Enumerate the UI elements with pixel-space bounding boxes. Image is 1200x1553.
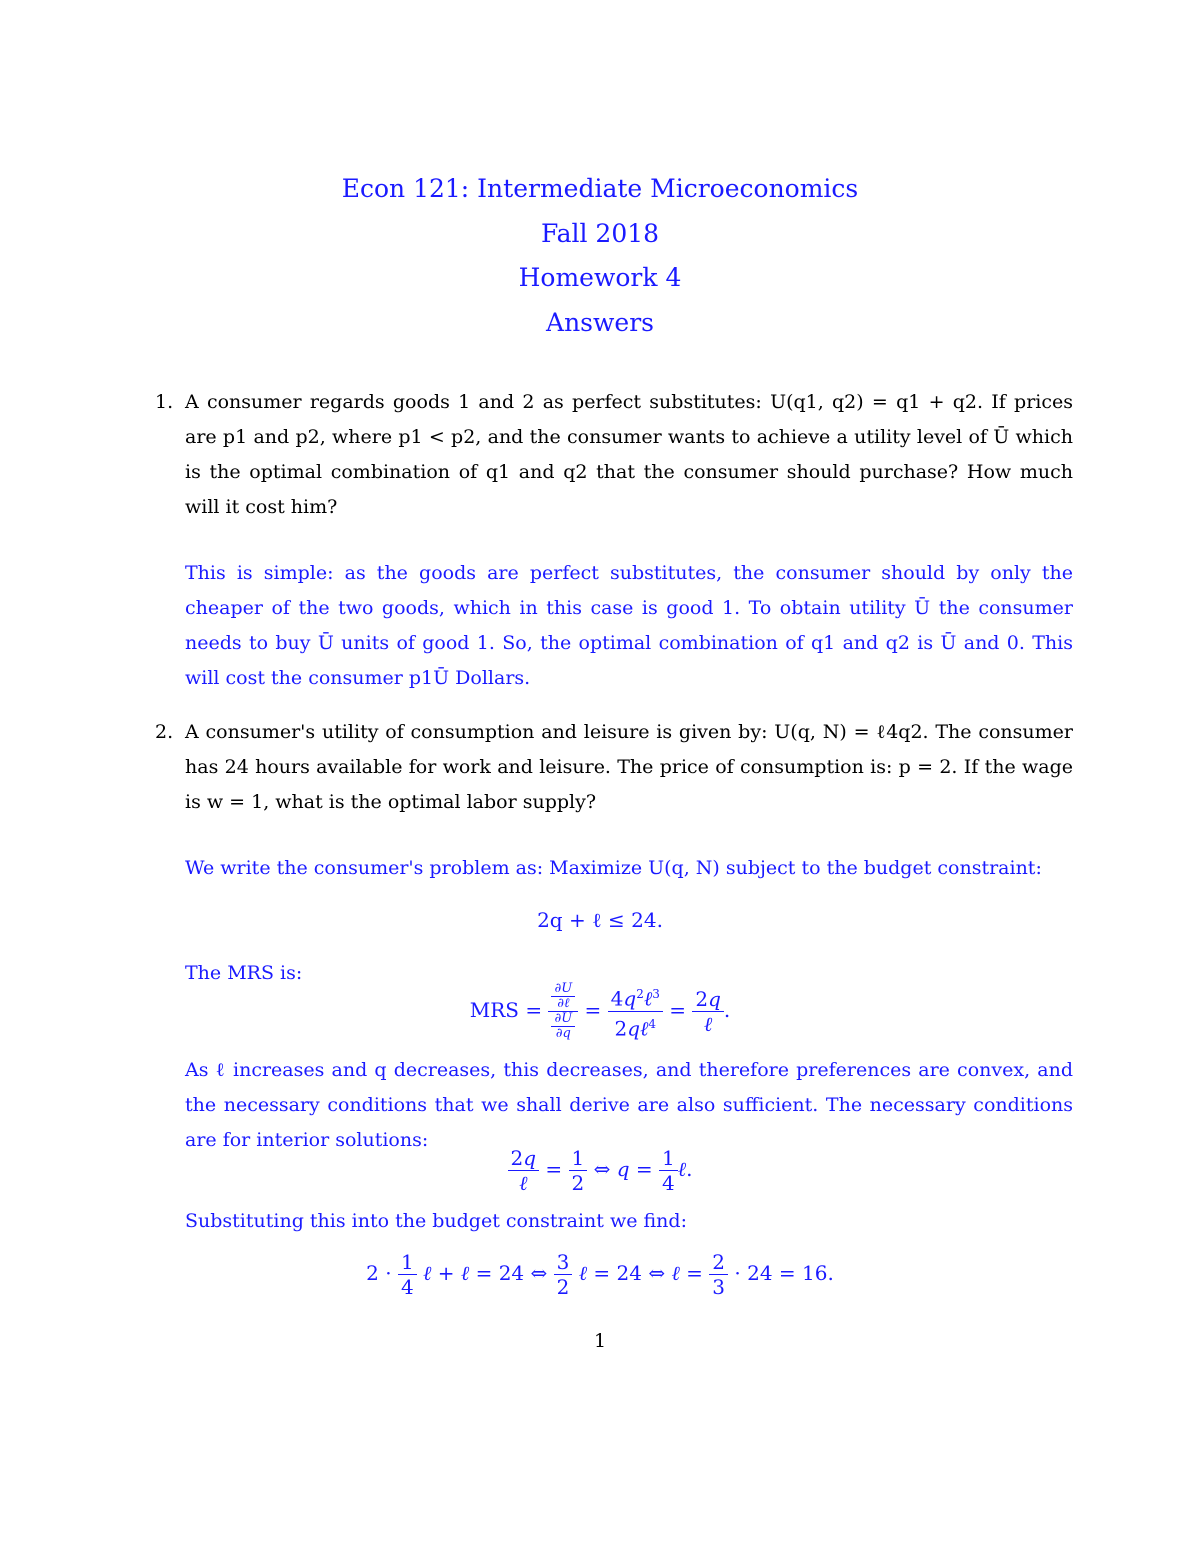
answer-2-intro: We write the consumer's problem as: Maximize U(q, N) subject to the budget constraint: [185,857,1042,879]
answers-label: Answers [546,308,654,337]
question-1-text: A consumer regards goods 1 and 2 as perfect substitutes: U(q1, q2) = q1 + q2. If prices are p1 and p2, where p1 < p2, and the consumer wants to achieve a utility level of Ū which is the optimal combination of q1 and q2 that the consumer should purchase? How much will it cost him? [185,391,1073,518]
question-2 [155,715,1073,820]
mrs-equation: MRS = $\frac{\frac{\partial U}{\text{∂ℓ}}}{\frac{\partial U}{\partial q}}$ = $\frac{4q^2\ell^3}{2q\ell^4}$ = $\frac{2q}{\text{ℓ}}$ . [469,981,731,1041]
substitute-text: Substituting this into the budget constraint we find: [185,1210,687,1232]
budget-constraint-equation: 2q + ℓ ≤ 24. [537,908,663,932]
question-2-text: A consumer's utility of consumption and leisure is given by: U(q, N) = ℓ4q2. The consumer has 24 hours available for work and leisure. The price of consumption is: p = 2. If the wage is w = 1, what is the optimal labor supply? [185,721,1073,813]
page-number: 1 [593,1330,607,1352]
convexity-text: As ℓ increases and q decreases, this decreases, and therefore preferences are convex, and the necessary conditions that we shall derive are also sufficient. The necessary conditions are for interior solutions: [185,1059,1073,1151]
assignment-title: Homework 4 [518,263,682,292]
question-1 [155,385,1073,525]
question-1-number: 1. [155,391,174,413]
solution-equation: 2 · $\frac{1}{4}$ ℓ + ℓ = 24 ⇔ $\frac{3}{2}$ ℓ = 24 ⇔ ℓ = $\frac{2}{3}$ · 24 = 16. [366,1250,834,1299]
course-title: Econ 121: Intermediate Microeconomics [341,174,859,203]
foc-equation: $\frac{2q}{\text{ℓ}}$ = $\frac{1}{2}$ ⇔ q = $\frac{1}{4}$ ℓ. [0,1146,1200,1195]
term: Fall 2018 [540,219,660,248]
mrs-label: The MRS is: [185,962,303,984]
answer-1: This is simple: as the goods are perfect substitutes, the consumer should by only the cheaper of the two goods, which in this case is good 1. To obtain utility Ū the consumer needs to buy Ū units of good 1. So, the optimal combination of q1 and q2 is Ū and 0. This will cost the consumer p1Ū Dollars. [185,562,1073,689]
question-2-number: 2. [155,721,174,743]
